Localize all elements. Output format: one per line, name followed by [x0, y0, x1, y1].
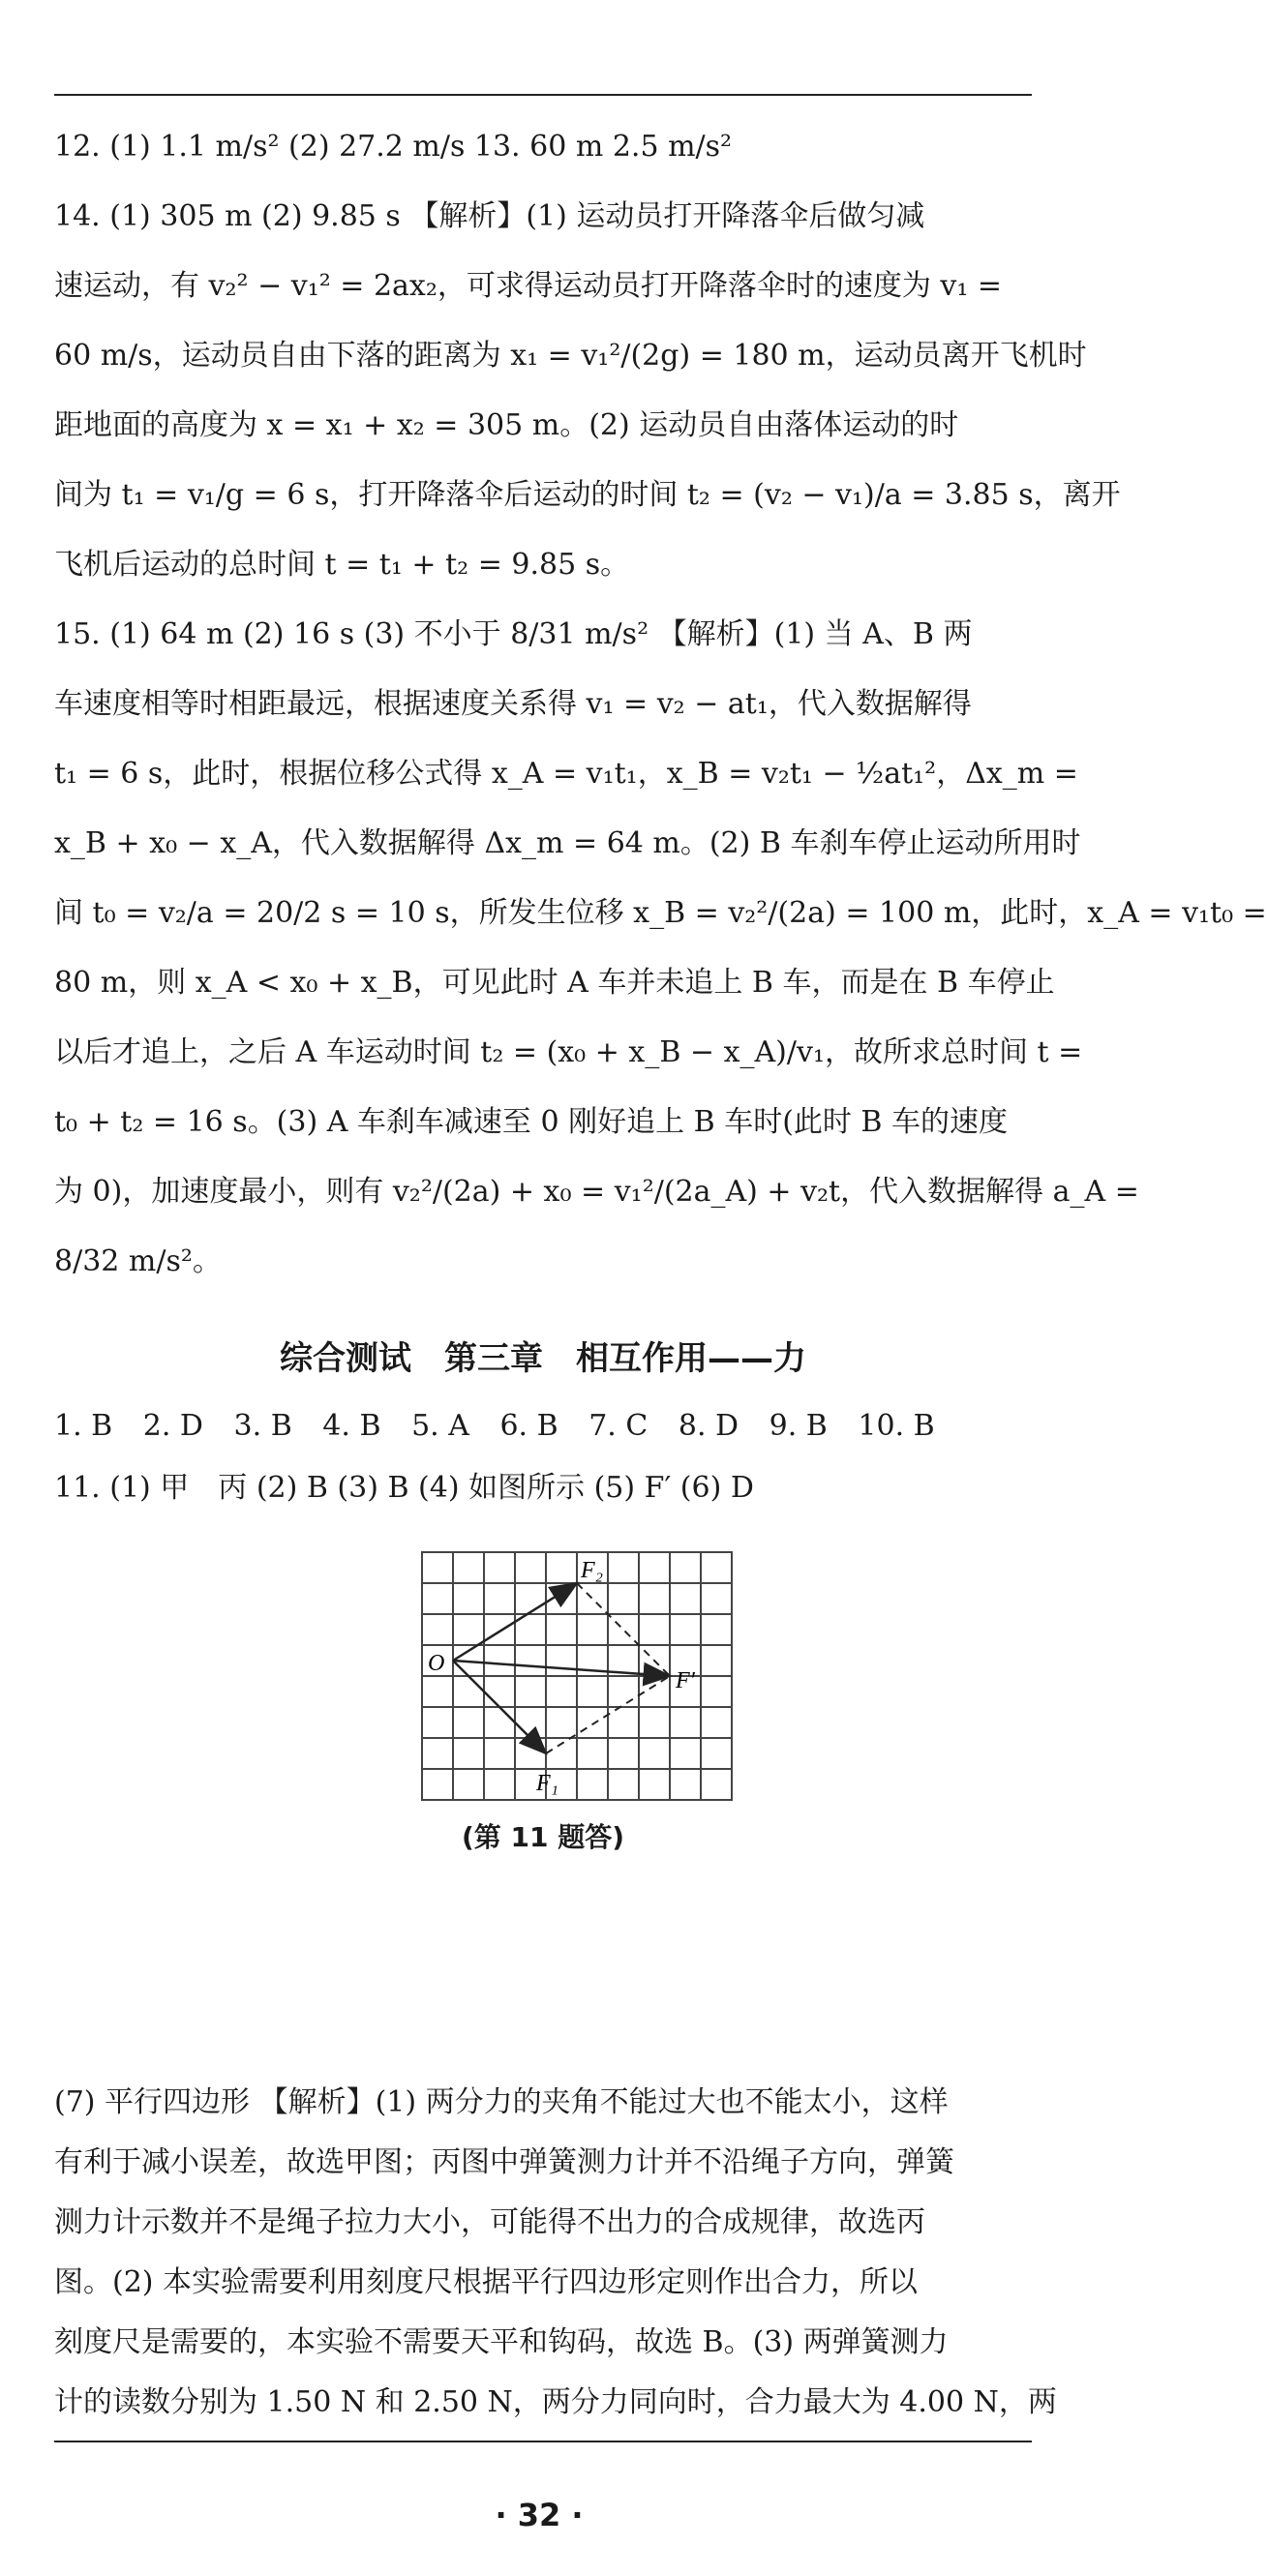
top-rule	[54, 94, 1032, 96]
mc-answer: 7. C	[588, 1409, 649, 1443]
f2-label: F₂	[581, 1558, 604, 1583]
mc-answer: 4. B	[322, 1409, 381, 1443]
mc-answers-row	[54, 1395, 1032, 1457]
origin-label: O	[428, 1651, 445, 1676]
text-line: 间为 t₁ = v₁/g = 6 s，打开降落伞后运动的时间 t₂ = (v₂ − v₁)/a = 3.85 s，离开	[54, 478, 1121, 512]
text-line: x_B + x₀ − x_A，代入数据解得 Δx_m = 64 m。(2) B 车刹车停止运动所用时	[54, 826, 1081, 860]
text-line: 计的读数分别为 1.50 N 和 2.50 N，两分力同向时，合力最大为 4.00 N，两	[54, 2385, 1057, 2419]
text-line: 有利于减小误差，故选甲图；丙图中弹簧测力计并不沿绳子方向，弹簧	[54, 2145, 954, 2179]
text-line: t₀ + t₂ = 16 s。(3) A 车刹车减速至 0 刚好追上 B 车时(此时 B 车的速度	[54, 1105, 1009, 1139]
section-title: 综合测试 第三章 相互作用——力	[280, 1339, 806, 1378]
text-line: 速运动，有 v₂² − v₁² = 2ax₂，可求得运动员打开降落伞时的速度为 v₁ =	[54, 269, 1003, 303]
answer-content	[54, 112, 1267, 1872]
text-line: 测力计示数并不是绳子拉力大小，可能得不出力的合成规律，故选丙	[54, 2205, 925, 2239]
force-diagram	[54, 1543, 1032, 1813]
text-line: 距地面的高度为 x = x₁ + x₂ = 305 m。(2) 运动员自由落体运动的时	[54, 408, 959, 442]
mc-answer: 5. A	[411, 1409, 469, 1443]
mc-answer: 1. B	[54, 1409, 113, 1443]
text-line: t₁ = 6 s，此时，根据位移公式得 x_A = v₁t₁，x_B = v₂t₁ − ½at₁²，Δx_m =	[54, 757, 1078, 791]
fprime-label: F′	[676, 1668, 695, 1693]
dashed-side-1	[577, 1583, 670, 1676]
text-line: 刻度尺是需要的，本实验不需要天平和钩码，故选 B。(3) 两弹簧测力	[54, 2325, 949, 2359]
text-line: 12. (1) 1.1 m/s² (2) 27.2 m/s 13. 60 m 2.5 m/s²	[54, 130, 733, 164]
text-line: 以后才追上，之后 A 车运动时间 t₂ = (x₀ + x_B − x_A)/v₁，故所求总时间 t =	[54, 1035, 1083, 1069]
text-line: 8/32 m/s²。	[54, 1244, 222, 1278]
f1-label: F₁	[536, 1771, 559, 1796]
page-number: · 32 ·	[495, 2497, 584, 2533]
text-line: 14. (1) 305 m (2) 9.85 s 【解析】(1) 运动员打开降落伞后做匀减	[54, 199, 925, 233]
mc-answer: 6. B	[499, 1409, 558, 1443]
mc-answer: 3. B	[233, 1409, 292, 1443]
mc-answer: 2. D	[142, 1409, 203, 1443]
q11-answer: 11. (1) 甲 丙 (2) B (3) B (4) 如图所示 (5) F′ (6) D	[54, 1471, 754, 1505]
text-line: 80 m，则 x_A < x₀ + x_B，可见此时 A 车并未追上 B 车，而是在 B 车停止	[54, 966, 1055, 1000]
text-line: 15. (1) 64 m (2) 16 s (3) 不小于 8/31 m/s² 【解析】(1) 当 A、B 两	[54, 617, 973, 651]
force-grid-svg	[364, 1543, 732, 1813]
mc-answer: 10. B	[858, 1409, 935, 1443]
mc-answer: 8. D	[678, 1409, 739, 1443]
answers-12-15	[54, 112, 1267, 1297]
figure-caption: (第 11 题答)	[461, 1821, 625, 1853]
bottom-rule	[54, 2441, 1032, 2442]
fprime-vector	[453, 1661, 670, 1676]
text-line: 飞机后运动的总时间 t = t₁ + t₂ = 9.85 s。	[54, 548, 630, 582]
answer-11-analysis	[54, 2073, 1057, 2433]
text-line: 60 m/s，运动员自由下落的距离为 x₁ = v₁²/(2g) = 180 m，运动员离开飞机时	[54, 339, 1087, 373]
text-line: (7) 平行四边形 【解析】(1) 两分力的夹角不能过大也不能太小，这样	[54, 2085, 949, 2119]
text-line: 图。(2) 本实验需要利用刻度尺根据平行四边形定则作出合力，所以	[54, 2265, 919, 2299]
text-line: 车速度相等时相距最远，根据速度关系得 v₁ = v₂ − at₁，代入数据解得	[54, 687, 972, 721]
text-line: 为 0)，加速度最小，则有 v₂²/(2a) + x₀ = v₁²/(2a_A) + v₂t，代入数据解得 a_A =	[54, 1175, 1139, 1209]
mc-answer: 9. B	[769, 1409, 828, 1443]
text-line: 间 t₀ = v₂/a = 20/2 s = 10 s，所发生位移 x_B = v₂²/(2a) = 100 m，此时，x_A = v₁t₀ =	[54, 896, 1267, 930]
